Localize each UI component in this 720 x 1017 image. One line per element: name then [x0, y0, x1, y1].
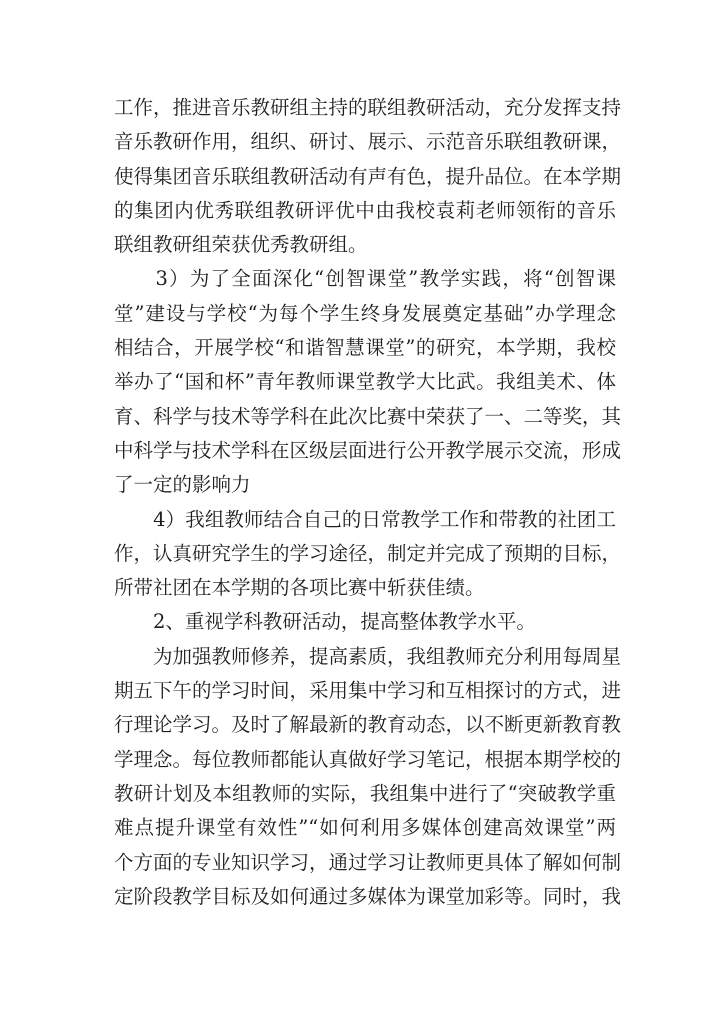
text-line: 期五下午的学习时间，采用集中学习和互相探讨的方式，进	[114, 679, 622, 703]
text-line: 4）我组教师结合自己的日常教学工作和带教的社团工	[114, 507, 616, 531]
text-line: 举办了“国和杯”青年教师课堂教学大比武。我组美术、体	[114, 370, 616, 394]
text-line: 联组教研组荣获优秀教研组。	[114, 233, 368, 257]
document-body	[114, 91, 622, 914]
text-line: 相结合，开展学校“和谐智慧课堂”的研究，本学期，我校	[114, 336, 616, 360]
text-line: 行理论学习。及时了解最新的教育动态，以不断更新教育教	[114, 713, 622, 737]
text-line: 2、重视学科教研活动，提高整体教学水平。	[114, 610, 536, 634]
text-line: 定阶段教学目标及如何通过多媒体为课堂加彩等。同时，我	[114, 884, 622, 908]
text-line: 堂”建设与学校“为每个学生终身发展奠定基础”办学理念	[114, 301, 616, 325]
text-line: 3）为了全面深化“创智课堂”教学实践，将“创智课	[114, 267, 616, 291]
text-line: 了一定的影响力	[114, 473, 251, 497]
text-line: 教研计划及本组教师的实际，我组集中进行了“突破教学重	[114, 781, 616, 805]
text-line: 个方面的专业知识学习，通过学习让教师更具体了解如何制	[114, 850, 622, 874]
text-line: 作，认真研究学生的学习途径，制定并完成了预期的目标，	[114, 541, 622, 565]
text-line: 中科学与技术学科在区级层面进行公开教学展示交流，形成	[114, 438, 622, 462]
text-line: 的集团内优秀联组教研评优中由我校袁莉老师领衔的音乐	[114, 198, 616, 222]
text-line: 使得集团音乐联组教研活动有声有色，提升品位。在本学期	[114, 164, 622, 188]
text-line: 育、科学与技术等学科在此次比赛中荣获了一、二等奖，其	[114, 404, 622, 428]
text-line: 难点提升课堂有效性”“如何利用多媒体创建高效课堂”两	[114, 816, 616, 840]
text-line: 所带社团在本学期的各项比赛中斩获佳绩。	[114, 576, 485, 600]
text-line: 学理念。每位教师都能认真做好学习笔记，根据本期学校的	[114, 747, 622, 771]
text-line: 音乐教研作用，组织、研讨、展示、示范音乐联组教研课，	[114, 130, 622, 154]
text-line: 为加强教师修养，提高素质，我组教师充分利用每周星	[114, 644, 622, 668]
text-line: 工作，推进音乐教研组主持的联组教研活动，充分发挥支持	[114, 96, 622, 119]
